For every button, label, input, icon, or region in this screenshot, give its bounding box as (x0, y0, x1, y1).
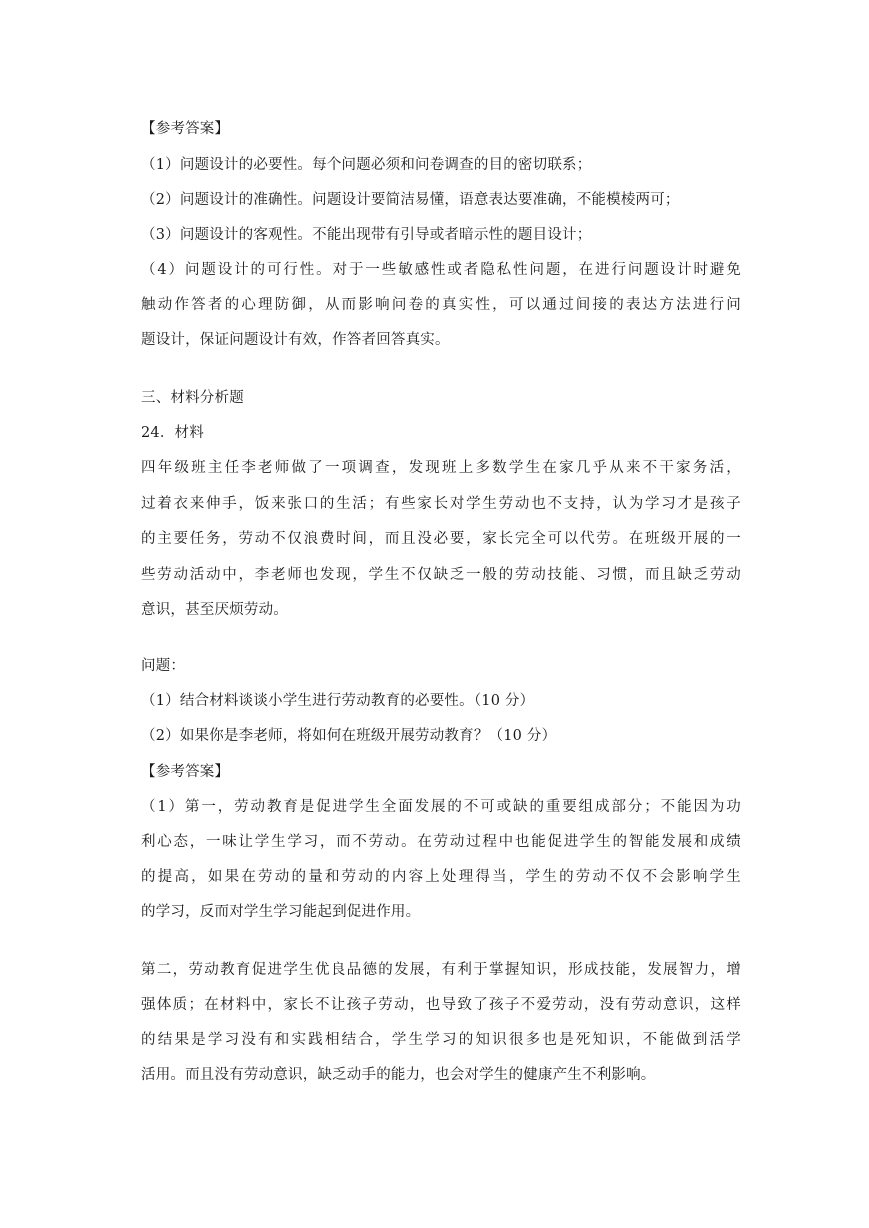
answer-heading-1: 【参考答案】 (141, 121, 230, 137)
answer2-line-3: 的结果是学习没有和实践相结合，学生学习的知识很多也是死知识，不能做到活学 (141, 1032, 741, 1048)
question-2: （2）如果你是李老师，将如何在班级开展劳动教育？（10 分） (141, 728, 557, 744)
question-number: 24．材料 (141, 425, 204, 441)
answer-item-3: （3）问题设计的客观性。不能出现带有引导或者暗示性的题目设计； (141, 227, 592, 243)
answer-item-1: （1）问题设计的必要性。每个问题必须和问卷调查的目的密切联系； (141, 157, 592, 173)
material-line-5: 意识，甚至厌烦劳动。 (141, 602, 288, 618)
answer2-line-1: 第二，劳动教育促进学生优良品德的发展，有利于掌握知识，形成技能，发展智力，增 (141, 962, 741, 978)
answer2-line-4: 活用。而且没有劳动意识，缺乏动手的能力，也会对学生的健康产生不利影响。 (141, 1067, 656, 1083)
section-heading: 三、材料分析题 (141, 390, 244, 406)
answer1-line-3: 的提高，如果在劳动的量和劳动的内容上处理得当，学生的劳动不仅不会影响学生 (141, 869, 741, 885)
answer1-line-4: 的学习，反而对学生学习能起到促进作用。 (141, 904, 421, 920)
answer-item-4-line-3: 题设计，保证问题设计有效，作答者回答真实。 (141, 332, 450, 348)
answer1-line-2: 利心态，一味让学生学习，而不劳动。在劳动过程中也能促进学生的智能发展和成绩 (141, 834, 741, 850)
question-label: 问题： (141, 658, 186, 674)
question-1: （1）结合材料谈谈小学生进行劳动教育的必要性。（10 分） (141, 693, 535, 709)
material-line-2: 过着衣来伸手，饭来张口的生活；有些家长对学生劳动也不支持，认为学习才是孩子 (141, 496, 741, 512)
answer-heading-2: 【参考答案】 (141, 764, 230, 780)
material-line-1: 四年级班主任李老师做了一项调查，发现班上多数学生在家几乎从来不干家务活， (141, 460, 741, 476)
material-line-4: 些劳动活动中，李老师也发现，学生不仅缺乏一般的劳动技能、习惯，而且缺乏劳动 (141, 567, 741, 583)
answer-item-4-line-1: （4）问题设计的可行性。对于一些敏感性或者隐私性问题，在进行问题设计时避免 (141, 262, 741, 278)
answer1-line-1: （1）第一，劳动教育是促进学生全面发展的不可或缺的重要组成部分；不能因为功 (141, 799, 741, 815)
answer-item-2: （2）问题设计的准确性。问题设计要简洁易懂，语意表达要准确，不能模棱两可； (141, 192, 680, 208)
answer-item-4-line-2: 触动作答者的心理防御，从而影响问卷的真实性，可以通过间接的表达方法进行问 (141, 297, 741, 313)
answer2-line-2: 强体质；在材料中，家长不让孩子劳动，也导致了孩子不爱劳动，没有劳动意识，这样 (141, 997, 741, 1013)
material-line-3: 的主要任务，劳动不仅浪费时间，而且没必要，家长完全可以代劳。在班级开展的一 (141, 531, 741, 547)
